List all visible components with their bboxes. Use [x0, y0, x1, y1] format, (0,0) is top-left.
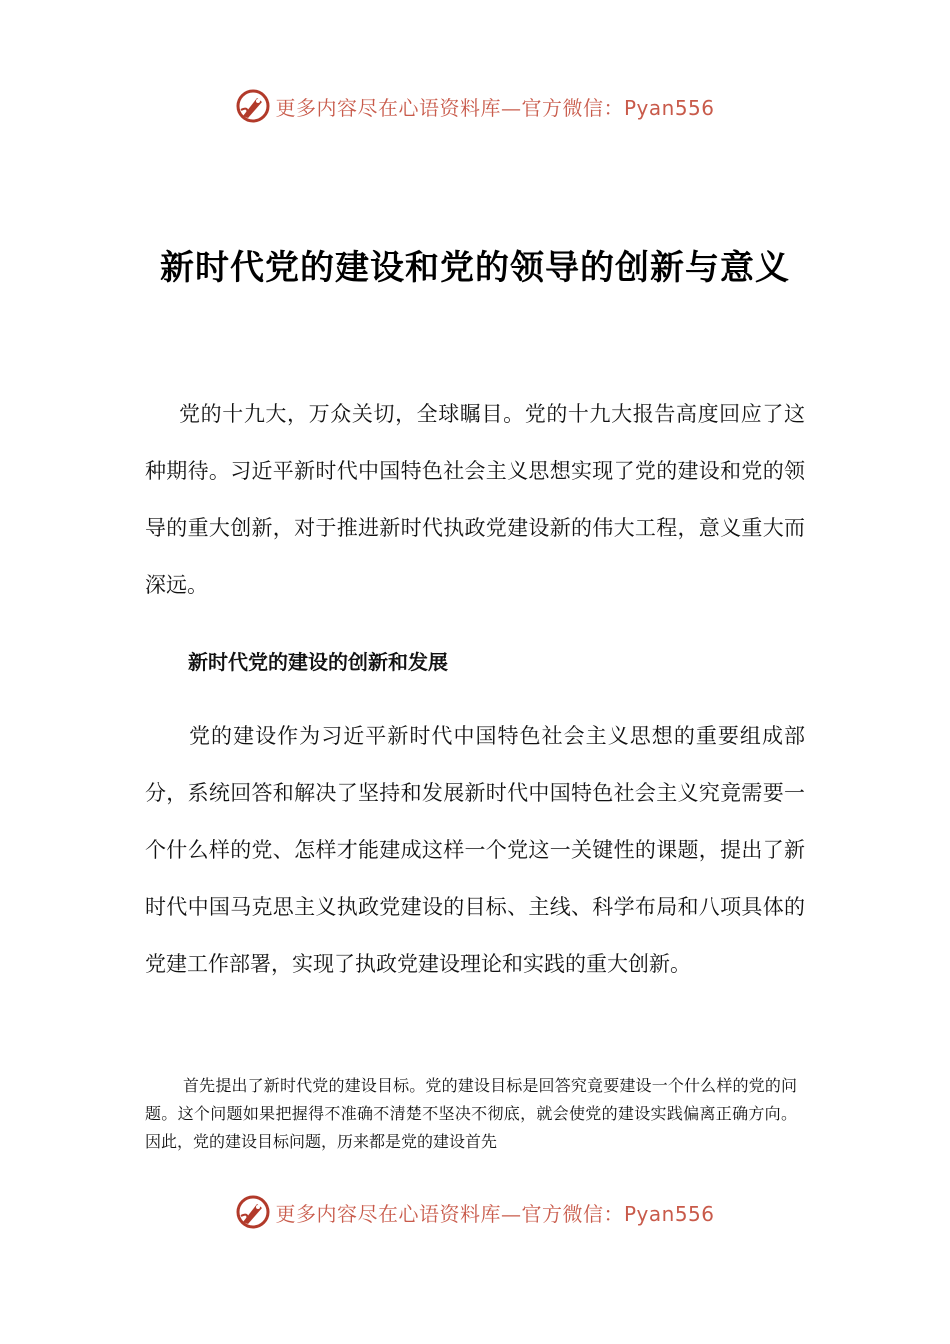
wechat-id: Pyan556: [623, 95, 715, 120]
banner-text: 更多内容尽在心语资料库—官方微信：Pyan556: [275, 95, 715, 120]
section-heading: 新时代党的建设的创新和发展: [188, 650, 448, 674]
banner-text: 更多内容尽在心语资料库—官方微信：Pyan556: [275, 1201, 715, 1226]
wechat-id: Pyan556: [623, 1201, 715, 1226]
document-title: 新时代党的建设和党的领导的创新与意义: [160, 248, 790, 288]
paragraph-intro: 党的十九大，万众关切，全球瞩目。党的十九大报告高度回应了这种期待。习近平新时代中国特色社会主义思想实现了党的建设和党的领导的重大创新，对于推进新时代执政党建设新的伟大工程，意义重大而深远。: [145, 402, 805, 597]
pen-nib-logo-icon: [235, 88, 271, 124]
paragraph-section-body: 党的建设作为习近平新时代中国特色社会主义思想的重要组成部分，系统回答和解决了坚持和发展新时代中国特色社会主义究竟需要一个什么样的党、怎样才能建成这样一个党这一关键性的课题，提出了新时代中国马克思主义执政党建设的目标、主线、科学布局和八项具体的党建工作部署，实现了执政党建设理论和实践的重大创新。: [145, 724, 805, 976]
pen-nib-logo-icon: [235, 1194, 271, 1230]
paragraph-goal: 首先提出了新时代党的建设目标。党的建设目标是回答究竟要建设一个什么样的党的问题。这个问题如果把握得不准确不清楚不坚决不彻底，就会使党的建设实践偏离正确方向。因此，党的建设目标问题，历来都是党的建设首先: [145, 1076, 797, 1151]
header-banner: [0, 86, 950, 126]
footer-banner: [0, 1192, 950, 1232]
